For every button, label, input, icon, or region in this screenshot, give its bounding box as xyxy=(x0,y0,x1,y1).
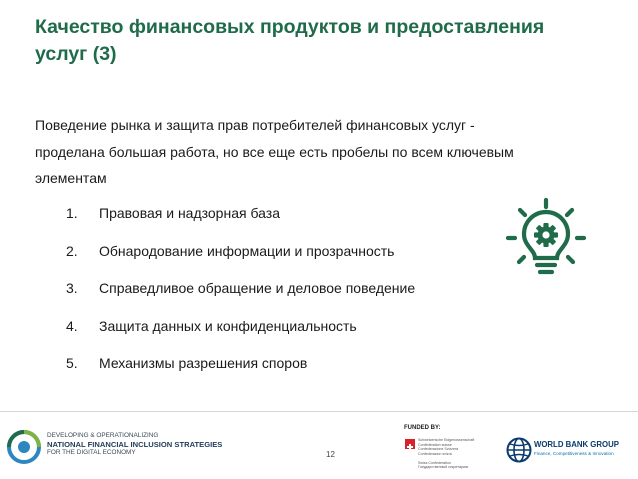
intro-line-2: проделана большая работа, но все еще есть пробелы по всем ключевым xyxy=(35,143,514,160)
nfis-logo-text xyxy=(47,432,222,458)
swiss-line: Schweizerische Eidgenossenschaft xyxy=(418,438,475,442)
list-item-text: Обнародование информации и прозрачность xyxy=(99,242,395,259)
slide-title-line-1: Качество финансовых продуктов и предоставления xyxy=(35,16,545,38)
swiss-line: Confederazione Svizzera xyxy=(418,447,459,451)
list-item-text: Справедливое обращение и деловое поведение xyxy=(99,280,416,296)
list-item-number: 2. xyxy=(66,242,78,259)
world-bank-globe-icon xyxy=(506,437,532,463)
list-item-text: Защита данных и конфиденциальность xyxy=(99,317,357,334)
intro-line-3: элементам xyxy=(35,170,107,186)
list-item-text: Правовая и надзорная база xyxy=(99,205,280,221)
swiss-confederation-text xyxy=(418,438,474,470)
world-bank-name: WORLD BANK GROUP xyxy=(534,440,619,449)
lightbulb-gear-icon xyxy=(503,196,589,282)
intro-line-1: Поведение рынка и защита прав потребителей финансовых услуг - xyxy=(35,117,475,133)
intro-paragraph xyxy=(35,112,595,192)
nfis-logo-icon xyxy=(6,429,42,465)
list-item-text: Механизмы разрешения споров xyxy=(99,355,308,371)
footer-divider xyxy=(0,411,638,412)
list-item-number: 5. xyxy=(66,355,78,371)
nfis-logo-line-3: FOR THE DIGITAL ECONOMY xyxy=(47,449,136,457)
funded-by-label: FUNDED BY: xyxy=(404,425,441,431)
swiss-line: Государственный секретариат xyxy=(418,465,469,469)
swiss-line: Confederaziun svizra xyxy=(418,451,452,456)
swiss-line: Swiss Confederation xyxy=(418,460,451,465)
page-number: 12 xyxy=(326,450,335,459)
list-item-number: 3. xyxy=(66,280,78,296)
slide-title xyxy=(35,14,625,68)
slide-title-line-2: услуг (3) xyxy=(35,43,117,65)
list-item-number: 4. xyxy=(66,317,78,334)
nfis-logo-line-2: NATIONAL FINANCIAL INCLUSION STRATEGIES xyxy=(47,439,223,449)
list-item-number: 1. xyxy=(66,205,78,221)
nfis-logo-line-1: DEVELOPING & OPERATIONALIZING xyxy=(47,432,159,439)
swiss-flag-icon xyxy=(405,439,415,449)
swiss-line: Confédération suisse xyxy=(418,442,452,447)
world-bank-logo-text xyxy=(534,440,619,456)
world-bank-subtitle: Finance, Competitiveness & Innovation xyxy=(534,451,614,456)
